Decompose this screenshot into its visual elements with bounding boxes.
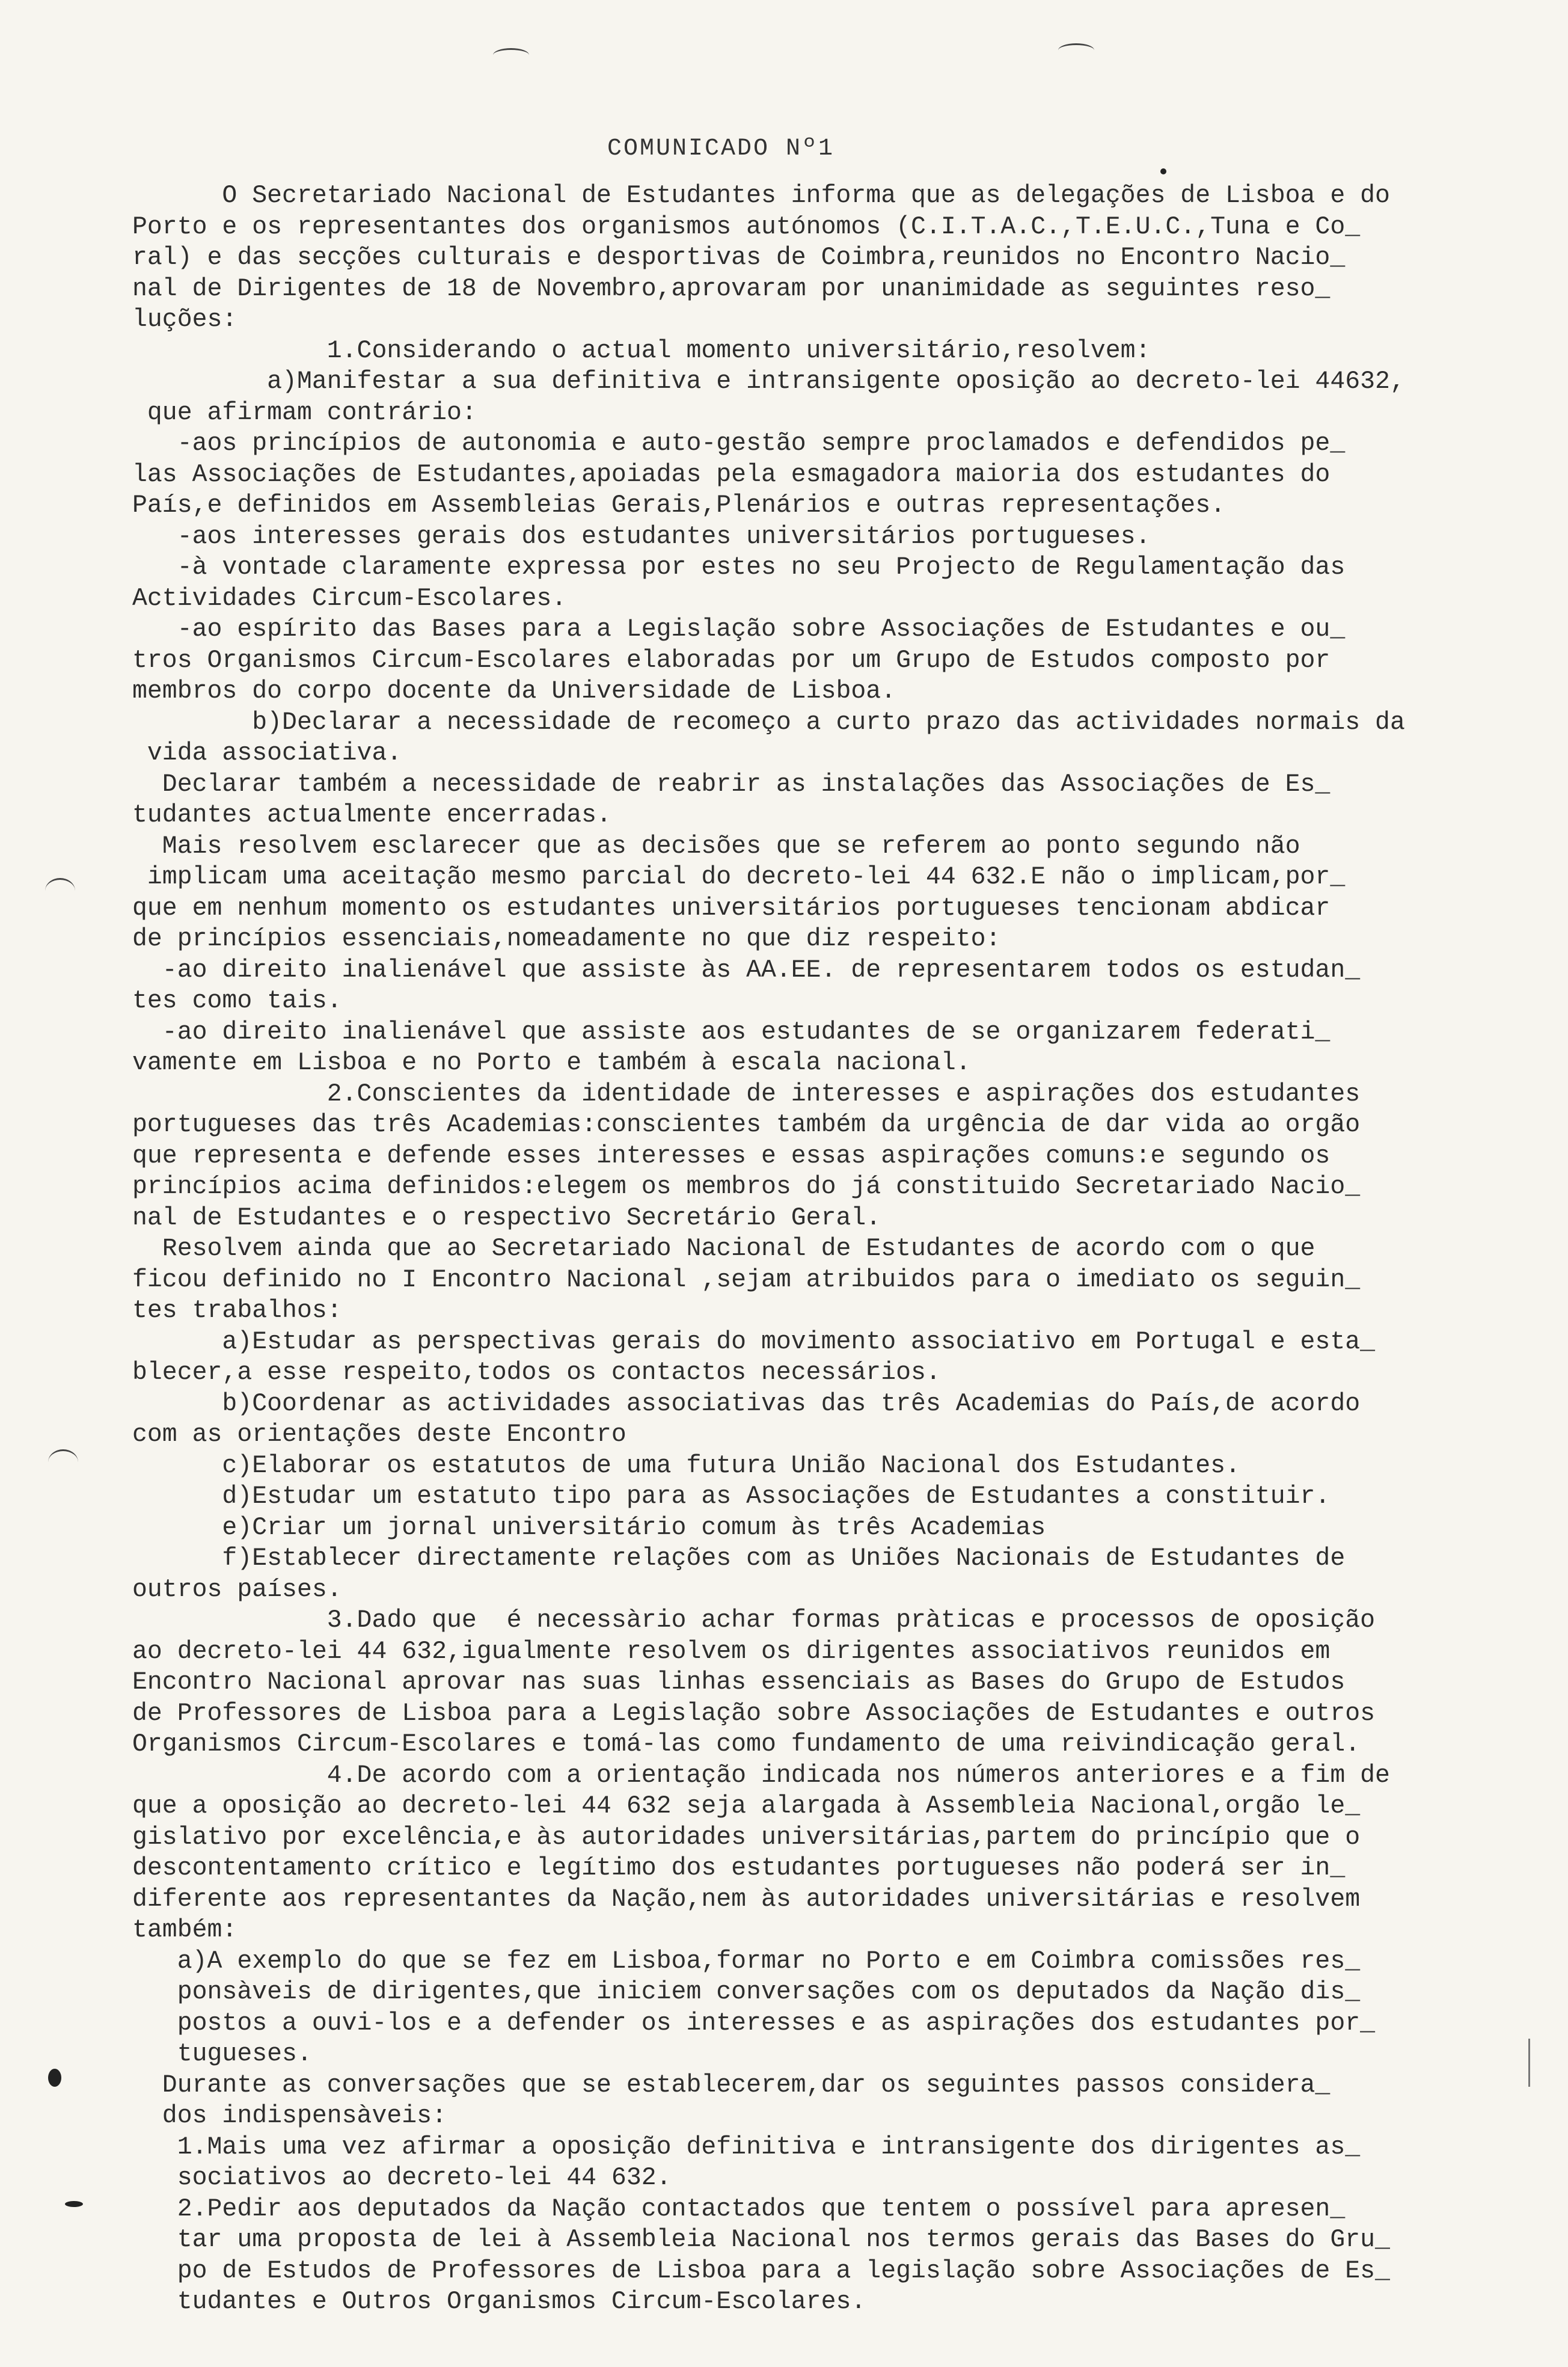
ink-dot-title — [1160, 168, 1166, 174]
text-line: c)Elaborar os estatutos de uma futura União Nacional dos Estudantes. — [132, 1451, 1240, 1480]
text-line: ficou definido no I Encontro Nacional ,sejam atribuidos para o imediato os seguin_ — [132, 1265, 1361, 1294]
text-line: gislativo por excelência,e às autoridades universitárias,partem do princípio que o — [132, 1823, 1361, 1852]
text-line: 3.Dado que é necessàrio achar formas pràticas e processos de oposição — [132, 1606, 1376, 1635]
text-line: Durante as conversações que se establecerem,dar os seguintes passos considera_ — [132, 2071, 1331, 2099]
text-line: blecer,a esse respeito,todos os contactos necessários. — [132, 1358, 941, 1387]
text-line: -aos princípios de autonomia e auto-gestão sempre proclamados e defendidos pe_ — [132, 429, 1346, 458]
text-line: po de Estudos de Professores de Lisboa para a legislação sobre Associações de Es_ — [132, 2256, 1390, 2285]
text-line: 2.Pedir aos deputados da Nação contactados que tentem o possível para apresen_ — [132, 2194, 1346, 2223]
text-line: nal de Dirigentes de 18 de Novembro,aprovaram por unanimidade as seguintes reso_ — [132, 274, 1331, 303]
text-line: a)Estudar as perspectivas gerais do movimento associativo em Portugal e esta_ — [132, 1327, 1376, 1356]
text-line: que em nenhum momento os estudantes universitários portugueses tencionam abdicar — [132, 894, 1331, 923]
text-line: -ao espírito das Bases para a Legislação sobre Associações de Estudantes e ou_ — [132, 615, 1346, 643]
text-line: tudantes actualmente encerradas. — [132, 801, 611, 829]
text-line: b)Coordenar as actividades associativas das três Academias do País,de acordo — [132, 1389, 1361, 1418]
punch-mark-top-right — [1058, 43, 1094, 57]
text-line: descontentamento crítico e legítimo dos estudantes portugueses não poderá ser in_ — [132, 1854, 1346, 1882]
text-line: O Secretariado Nacional de Estudantes informa que as delegações de Lisboa e do — [132, 182, 1390, 210]
document-title: COMUNICADO Nº1 — [607, 135, 835, 162]
text-line: postos a ouvi-los e a defender os interesses e as aspirações dos estudantes por_ — [132, 2009, 1376, 2037]
punch-mark-left-2 — [48, 1449, 78, 1475]
text-line: que representa e defende esses interesses e essas aspirações comuns:e segundo os — [132, 1141, 1331, 1170]
text-line: -ao direito inalienável que assiste aos estudantes de se organizarem federati_ — [132, 1018, 1331, 1046]
text-line: 1.Mais uma vez afirmar a oposição definitiva e intransigente dos dirigentes as_ — [132, 2132, 1361, 2161]
text-line: que a oposição ao decreto-lei 44 632 seja alargada à Assembleia Nacional,orgão le_ — [132, 1792, 1361, 1820]
text-line: ral) e das secções culturais e desportivas de Coimbra,reunidos no Encontro Nacio_ — [132, 244, 1346, 272]
text-line: também: — [132, 1916, 237, 1944]
text-line: Mais resolvem esclarecer que as decisões que se referem ao ponto segundo não — [132, 832, 1300, 861]
text-line: tugueses. — [132, 2040, 312, 2068]
text-line: tudantes e Outros Organismos Circum-Escolares. — [132, 2288, 866, 2316]
text-line: b)Declarar a necessidade de recomeço a curto prazo das actividades normais da — [132, 708, 1405, 737]
text-line: Porto e os representantes dos organismos autónomos (C.I.T.A.C.,T.E.U.C.,Tuna e Co_ — [132, 212, 1361, 241]
text-line: Actividades Circum-Escolares. — [132, 584, 567, 613]
text-line: dos indispensàveis: — [132, 2102, 447, 2130]
text-line: a)Manifestar a sua definitiva e intransigente oposição ao decreto-lei 44632, — [132, 367, 1405, 396]
text-line: vamente em Lisboa e no Porto e também à escala nacional. — [132, 1049, 971, 1077]
text-line: luções: — [132, 305, 237, 334]
right-edge-tick — [1528, 2039, 1530, 2087]
text-line: f)Establecer directamente relações com as Uniões Nacionais de Estudantes de — [132, 1544, 1346, 1573]
text-line: tar uma proposta de lei à Assembleia Nacional nos termos gerais das Bases do Gru_ — [132, 2226, 1390, 2254]
text-line: com as orientações deste Encontro — [132, 1420, 626, 1449]
text-line: las Associações de Estudantes,apoiadas pela esmagadora maioria dos estudantes do — [132, 460, 1331, 489]
text-line: membros do corpo docente da Universidade de Lisboa. — [132, 677, 896, 705]
text-line: País,e definidos em Assembleias Gerais,Plenários e outras representações. — [132, 491, 1225, 520]
text-line: ponsàveis de dirigentes,que iniciem conversações com os deputados da Nação dis_ — [132, 1978, 1361, 2006]
text-line: tros Organismos Circum-Escolares elaboradas por um Grupo de Estudos composto por — [132, 646, 1331, 675]
text-line: de Professores de Lisboa para a Legislação sobre Associações de Estudantes e outros — [132, 1699, 1376, 1728]
text-line: sociativos ao decreto-lei 44 632. — [132, 2164, 672, 2192]
text-line: diferente aos representantes da Nação,nem às autoridades universitárias e resolvem — [132, 1885, 1361, 1914]
punch-mark-top-left — [493, 48, 529, 62]
text-line: de princípios essenciais,nomeadamente no que diz respeito: — [132, 925, 1001, 953]
text-line: 2.Conscientes da identidade de interesses e aspirações dos estudantes — [132, 1079, 1361, 1108]
text-line: 4.De acordo com a orientação indicada nos números anteriores e a fim de — [132, 1761, 1390, 1790]
text-line: ao decreto-lei 44 632,igualmente resolvem os dirigentes associativos reunidos em — [132, 1637, 1331, 1666]
text-line: Encontro Nacional aprovar nas suas linhas essenciais as Bases do Grupo de Estudos — [132, 1668, 1346, 1696]
text-line: Resolvem ainda que ao Secretariado Nacional de Estudantes de acordo com o que — [132, 1235, 1315, 1263]
text-line: d)Estudar um estatuto tipo para as Associações de Estudantes a constituir. — [132, 1482, 1331, 1511]
punch-mark-left-1 — [45, 878, 75, 904]
text-line: a)A exemplo do que se fez em Lisboa,formar no Porto e em Coimbra comissões res_ — [132, 1947, 1361, 1976]
text-line: -aos interesses gerais dos estudantes universitários portugueses. — [132, 522, 1151, 551]
text-line: outros países. — [132, 1575, 342, 1604]
text-line: que afirmam contrário: — [132, 398, 477, 427]
ink-dot-left-2 — [65, 2201, 83, 2207]
text-line: portugueses das três Academias:conscientes também da urgência de dar vida ao orgão — [132, 1111, 1361, 1139]
text-line: Declarar também a necessidade de reabrir as instalações das Associações de Es_ — [132, 770, 1331, 799]
text-line: vida associativa. — [132, 739, 402, 767]
text-line: nal de Estudantes e o respectivo Secretário Geral. — [132, 1203, 881, 1232]
text-line: tes como tais. — [132, 987, 342, 1015]
document-body — [132, 180, 1497, 2318]
text-line: Organismos Circum-Escolares e tomá-las como fundamento de uma reivindicação geral. — [132, 1730, 1361, 1758]
text-line: implicam uma aceitação mesmo parcial do decreto-lei 44 632.E não o implicam,por_ — [132, 863, 1346, 891]
text-line: -à vontade claramente expressa por estes no seu Projecto de Regulamentação das — [132, 553, 1346, 582]
text-line: -ao direito inalienável que assiste às AA.EE. de representarem todos os estudan_ — [132, 956, 1361, 984]
text-line: princípios acima definidos:elegem os membros do já constituido Secretariado Nacio_ — [132, 1173, 1361, 1201]
text-line: 1.Considerando o actual momento universitário,resolvem: — [132, 336, 1151, 365]
text-line: e)Criar um jornal universitário comum às três Academias — [132, 1513, 1046, 1542]
text-line: tes trabalhos: — [132, 1297, 342, 1325]
ink-dot-left — [48, 2069, 61, 2087]
